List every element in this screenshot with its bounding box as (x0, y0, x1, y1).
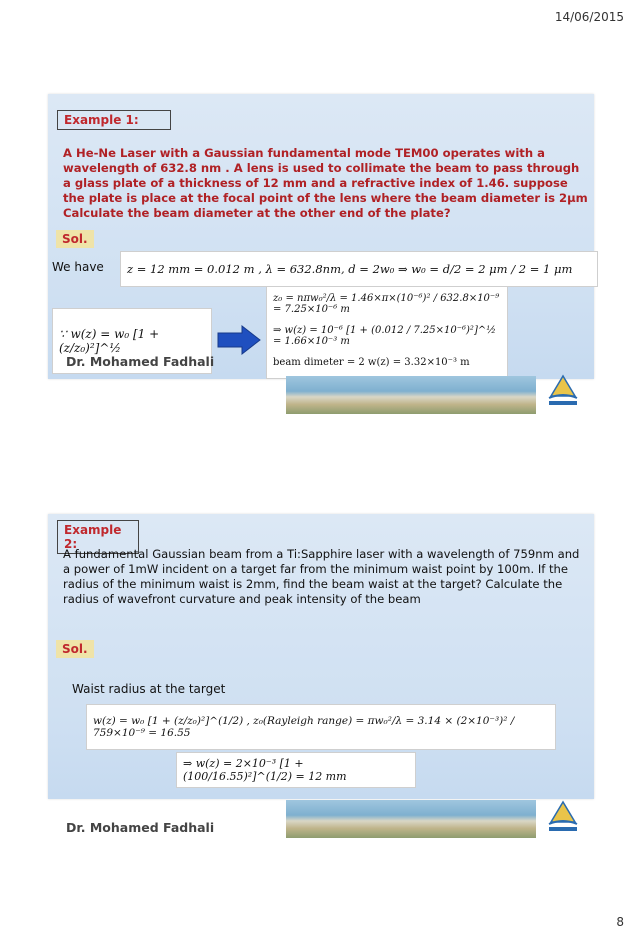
date: 14/06/2015 (554, 10, 624, 24)
author-name-2: Dr. Mohamed Fadhali (66, 820, 215, 835)
campus-image-2 (286, 800, 536, 838)
author-name-1: Dr. Mohamed Fadhali (66, 354, 215, 369)
sol-label-1: Sol. (56, 230, 94, 248)
wz-equation: ⇒ w(z) = 10⁻⁶ [1 + (0.012 / 7.25×10⁻⁶)²]^½ = 1.66×10⁻³ m (273, 325, 496, 347)
example-1-title: Example 1: (57, 110, 171, 130)
slide-example-2 (48, 514, 594, 835)
waist-radius-label: Waist radius at the target (72, 682, 226, 696)
university-logo-2 (543, 798, 583, 836)
university-logo-1 (543, 372, 583, 410)
arrow-right-icon (216, 324, 262, 356)
example-2-title: Example 2: (57, 520, 139, 554)
solution-box-1 (266, 286, 508, 379)
example-2-problem: A fundamental Gaussian beam from a Ti:Sapphire laser with a wavelength of 759nm and a power of 1mW incident on a target far from the minimum waist point by 100m. If the radius of the minimum waist is 2mm, find the beam waist at the target? Calculate the radius of wavefront curvature and peak intensity of the beam (63, 547, 580, 606)
page-number: 8 (616, 915, 624, 929)
rayleigh-equation: w(z) = w₀ [1 + (z/z₀)²]^(1/2) , z₀(Rayleigh range) = πw₀²/λ = 3.14 × (2×10⁻³)² / 759×10⁻⁹ = 16.55 (86, 704, 556, 750)
slide-example-1 (48, 94, 594, 379)
z0-equation: z₀ = nπw₀²/λ = 1.46×π×(10⁻⁶)² / 632.8×10⁻⁹ = 7.25×10⁻⁶ m (273, 293, 500, 315)
sol-label-2: Sol. (56, 640, 94, 658)
example-1-problem: A He-Ne Laser with a Gaussian fundamental mode TEM00 operates with a wavelength of 632.8 nm . A lens is used to collimate the beam to pass through a glass plate of a thickness of 12 mm and a refractive index of 1.46. suppose the plate is place at the focal point of the lens where the beam diameter is 2μm Calculate the beam diameter at the other end of the plate? (63, 146, 588, 220)
beam-width-formula: ∵ w(z) = w₀ [1 + (z/z₀)²]^½ (52, 308, 212, 374)
beam-diameter-equation: beam dimeter = 2 w(z) = 3.32×10⁻³ m (273, 357, 470, 368)
we-have-label: We have (52, 260, 104, 274)
waist-result-equation: ⇒ w(z) = 2×10⁻³ [1 + (100/16.55)²]^(1/2) = 12 mm (176, 752, 416, 788)
campus-image-1 (286, 376, 536, 414)
given-equation: z = 12 mm = 0.012 m , λ = 632.8nm, d = 2w₀ ⇒ w₀ = d/2 = 2 μm / 2 = 1 μm (120, 251, 598, 287)
